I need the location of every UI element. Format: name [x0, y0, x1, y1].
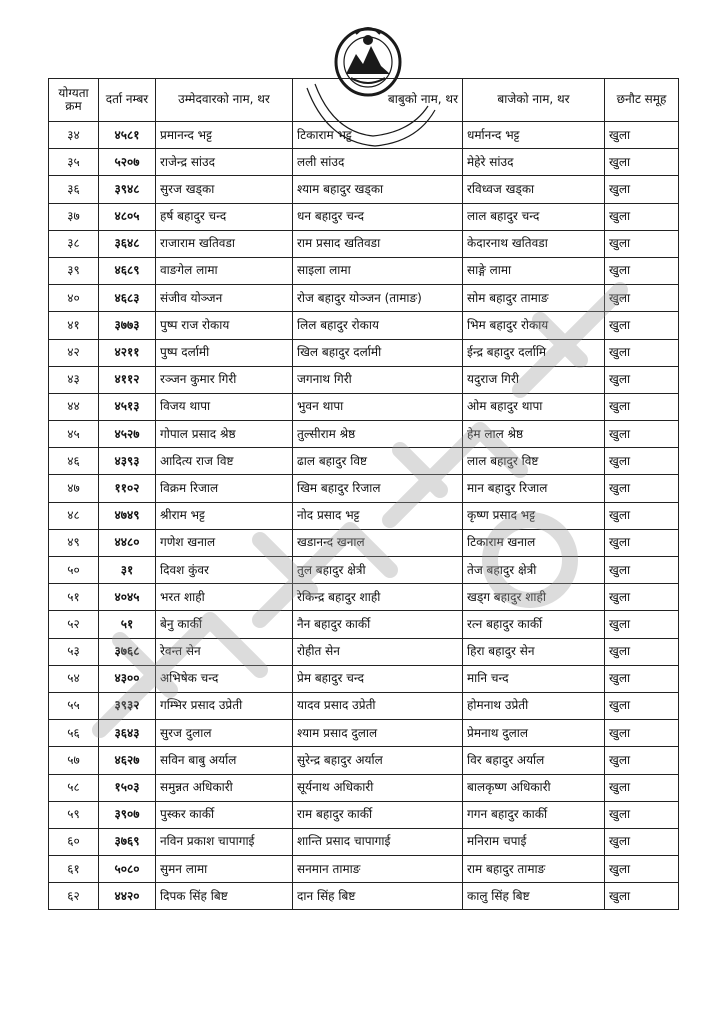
cell-selection-group: खुला [605, 393, 679, 420]
cell-rank: ६१ [49, 856, 99, 883]
cell-rank: ५४ [49, 665, 99, 692]
table-row [49, 502, 679, 529]
cell-rank: ६२ [49, 883, 99, 910]
cell-rank: ४० [49, 285, 99, 312]
table-row [49, 393, 679, 420]
cell-registration-number: ४२११ [99, 339, 156, 366]
cell-grandfather-name: खड्ग बहादुर शाही [463, 584, 605, 611]
cell-father-name: रोज बहादुर योञ्जन (तामाङ) [293, 285, 463, 312]
cell-rank: ४३ [49, 366, 99, 393]
cell-grandfather-name: कालु सिंह बिष्ट [463, 883, 605, 910]
table-row [49, 801, 679, 828]
cell-selection-group: खुला [605, 856, 679, 883]
cell-rank: ५६ [49, 720, 99, 747]
table-row [49, 828, 679, 855]
cell-father-name: सुरेन्द्र बहादुर अर्याल [293, 747, 463, 774]
cell-selection-group: खुला [605, 502, 679, 529]
cell-selection-group: खुला [605, 529, 679, 556]
cell-selection-group: खुला [605, 312, 679, 339]
cell-rank: ५२ [49, 611, 99, 638]
cell-registration-number: ४११२ [99, 366, 156, 393]
cell-candidate-name: श्रीराम भट्ट [156, 502, 293, 529]
cell-grandfather-name: रत्न बहादुर कार्की [463, 611, 605, 638]
cell-registration-number: ४३०० [99, 665, 156, 692]
cell-selection-group: खुला [605, 720, 679, 747]
table-row [49, 285, 679, 312]
cell-father-name: राम प्रसाद खतिवडा [293, 230, 463, 257]
table-row [49, 529, 679, 556]
cell-selection-group: खुला [605, 475, 679, 502]
cell-rank: ४७ [49, 475, 99, 502]
cell-rank: ५८ [49, 774, 99, 801]
cell-selection-group: खुला [605, 339, 679, 366]
cell-selection-group: खुला [605, 557, 679, 584]
cell-rank: ४८ [49, 502, 99, 529]
cell-father-name: सूर्यनाथ अधिकारी [293, 774, 463, 801]
cell-candidate-name: गणेश खनाल [156, 529, 293, 556]
table-row [49, 856, 679, 883]
cell-candidate-name: विक्रम रिजाल [156, 475, 293, 502]
cell-rank: ४१ [49, 312, 99, 339]
cell-selection-group: खुला [605, 611, 679, 638]
cell-candidate-name: समुन्नत अधिकारी [156, 774, 293, 801]
cell-candidate-name: हर्ष बहादुर चन्द [156, 203, 293, 230]
cell-candidate-name: सुरज खड्का [156, 176, 293, 203]
cell-registration-number: ४८०५ [99, 203, 156, 230]
cell-father-name: श्याम बहादुर खड्का [293, 176, 463, 203]
cell-rank: ५० [49, 557, 99, 584]
cell-grandfather-name: मेहेरे सांउद [463, 149, 605, 176]
cell-father-name: दान सिंह बिष्ट [293, 883, 463, 910]
cell-selection-group: खुला [605, 665, 679, 692]
header-grandfather-name: बाजेको नाम, थर [463, 79, 605, 122]
cell-rank: ३७ [49, 203, 99, 230]
cell-selection-group: खुला [605, 285, 679, 312]
cell-selection-group: खुला [605, 692, 679, 719]
cell-grandfather-name: बालकृष्ण अधिकारी [463, 774, 605, 801]
cell-grandfather-name: टिकाराम खनाल [463, 529, 605, 556]
cell-candidate-name: दिपक सिंह बिष्ट [156, 883, 293, 910]
table-row [49, 230, 679, 257]
cell-candidate-name: आदित्य राज विष्ट [156, 448, 293, 475]
header-selection-group: छनौट समूह [605, 79, 679, 122]
cell-registration-number: ३७६८ [99, 638, 156, 665]
cell-grandfather-name: कृष्ण प्रसाद भट्ट [463, 502, 605, 529]
cell-candidate-name: गम्भिर प्रसाद उप्रेती [156, 692, 293, 719]
cell-grandfather-name: रविध्वज खड्का [463, 176, 605, 203]
cell-registration-number: ५०८० [99, 856, 156, 883]
cell-father-name: रेकिन्द्र बहादुर शाही [293, 584, 463, 611]
cell-father-name: शान्ति प्रसाद चापागाई [293, 828, 463, 855]
cell-registration-number: ५१ [99, 611, 156, 638]
cell-selection-group: खुला [605, 638, 679, 665]
cell-registration-number: ४५८१ [99, 122, 156, 149]
cell-registration-number: ३९०७ [99, 801, 156, 828]
cell-candidate-name: पुस्कर कार्की [156, 801, 293, 828]
cell-grandfather-name: गगन बहादुर कार्की [463, 801, 605, 828]
cell-registration-number: ३७६९ [99, 828, 156, 855]
cell-father-name: भुवन थापा [293, 393, 463, 420]
cell-rank: ३५ [49, 149, 99, 176]
table-row [49, 149, 679, 176]
cell-father-name: प्रेम बहादुर चन्द [293, 665, 463, 692]
cell-rank: ४६ [49, 448, 99, 475]
table-row [49, 257, 679, 284]
cell-father-name: नैन बहादुर कार्की [293, 611, 463, 638]
cell-grandfather-name: राम बहादुर तामाङ [463, 856, 605, 883]
cell-candidate-name: राजाराम खतिवडा [156, 230, 293, 257]
cell-registration-number: ३१ [99, 557, 156, 584]
table-row [49, 638, 679, 665]
cell-registration-number: ४७४९ [99, 502, 156, 529]
cell-candidate-name: विजय थापा [156, 393, 293, 420]
cell-father-name: रोहीत सेन [293, 638, 463, 665]
cell-grandfather-name: हेम लाल श्रेष्ठ [463, 421, 605, 448]
cell-father-name: श्याम प्रसाद दुलाल [293, 720, 463, 747]
table-row [49, 692, 679, 719]
cell-father-name: साइला लामा [293, 257, 463, 284]
cell-grandfather-name: सोम बहादुर तामाङ [463, 285, 605, 312]
cell-grandfather-name: साङ्गे लामा [463, 257, 605, 284]
table-row [49, 122, 679, 149]
table-row [49, 557, 679, 584]
cell-grandfather-name: लाल बहादुर चन्द [463, 203, 605, 230]
cell-registration-number: ३६४३ [99, 720, 156, 747]
cell-grandfather-name: प्रेमनाथ दुलाल [463, 720, 605, 747]
cell-grandfather-name: लाल बहादुर विष्ट [463, 448, 605, 475]
table-row [49, 720, 679, 747]
cell-registration-number: १५०३ [99, 774, 156, 801]
table-row [49, 339, 679, 366]
table-row [49, 611, 679, 638]
cell-grandfather-name: धर्मानन्द भट्ट [463, 122, 605, 149]
cell-selection-group: खुला [605, 149, 679, 176]
cell-registration-number: ४६८९ [99, 257, 156, 284]
cell-candidate-name: गोपाल प्रसाद श्रेष्ठ [156, 421, 293, 448]
cell-rank: ५३ [49, 638, 99, 665]
table-row [49, 475, 679, 502]
cell-grandfather-name: ईन्द्र बहादुर दर्लामि [463, 339, 605, 366]
cell-rank: ४४ [49, 393, 99, 420]
cell-candidate-name: सविन बाबु अर्याल [156, 747, 293, 774]
cell-grandfather-name: केदारनाथ खतिवडा [463, 230, 605, 257]
cell-father-name: नोद प्रसाद भट्ट [293, 502, 463, 529]
header-candidate-name: उम्मेदवारको नाम, थर [156, 79, 293, 122]
table-row [49, 883, 679, 910]
cell-registration-number: ४४८० [99, 529, 156, 556]
cell-grandfather-name: मानि चन्द [463, 665, 605, 692]
cell-registration-number: ४०४५ [99, 584, 156, 611]
header-row [49, 79, 679, 122]
cell-registration-number: ५२०७ [99, 149, 156, 176]
candidate-table [48, 78, 679, 910]
cell-rank: ४२ [49, 339, 99, 366]
cell-registration-number: ४५२७ [99, 421, 156, 448]
cell-father-name: जगनाथ गिरी [293, 366, 463, 393]
cell-selection-group: खुला [605, 366, 679, 393]
table-row [49, 584, 679, 611]
table-header [49, 79, 679, 122]
cell-grandfather-name: होमनाथ उप्रेती [463, 692, 605, 719]
cell-candidate-name: बेनु कार्की [156, 611, 293, 638]
cell-rank: ३८ [49, 230, 99, 257]
cell-rank: ३६ [49, 176, 99, 203]
cell-grandfather-name: विर बहादुर अर्याल [463, 747, 605, 774]
table-row [49, 421, 679, 448]
cell-father-name: खिल बहादुर दर्लामी [293, 339, 463, 366]
cell-selection-group: खुला [605, 747, 679, 774]
cell-registration-number: ४६२७ [99, 747, 156, 774]
header-registration-number: दर्ता नम्बर [99, 79, 156, 122]
cell-registration-number: ३७७३ [99, 312, 156, 339]
cell-candidate-name: संजीव योञ्जन [156, 285, 293, 312]
cell-father-name: खडानन्द खनाल [293, 529, 463, 556]
cell-selection-group: खुला [605, 421, 679, 448]
cell-selection-group: खुला [605, 883, 679, 910]
cell-selection-group: खुला [605, 774, 679, 801]
table-row [49, 665, 679, 692]
cell-father-name: ढाल बहादुर विष्ट [293, 448, 463, 475]
cell-candidate-name: अभिषेक चन्द [156, 665, 293, 692]
cell-father-name: सनमान तामाङ [293, 856, 463, 883]
cell-grandfather-name: मनिराम चपाई [463, 828, 605, 855]
cell-father-name: तुल्सीराम श्रेष्ठ [293, 421, 463, 448]
cell-father-name: तुल बहादुर क्षेत्री [293, 557, 463, 584]
cell-candidate-name: वाङगेल लामा [156, 257, 293, 284]
cell-father-name: लली सांउद [293, 149, 463, 176]
cell-selection-group: खुला [605, 176, 679, 203]
cell-selection-group: खुला [605, 203, 679, 230]
cell-selection-group: खुला [605, 584, 679, 611]
cell-selection-group: खुला [605, 801, 679, 828]
cell-rank: ५५ [49, 692, 99, 719]
cell-selection-group: खुला [605, 230, 679, 257]
cell-candidate-name: दिवश कुंवर [156, 557, 293, 584]
cell-grandfather-name: मान बहादुर रिजाल [463, 475, 605, 502]
table-body [49, 122, 679, 910]
cell-rank: ६० [49, 828, 99, 855]
cell-rank: ४५ [49, 421, 99, 448]
cell-registration-number: ३९४८ [99, 176, 156, 203]
cell-candidate-name: नविन प्रकाश चापागाई [156, 828, 293, 855]
cell-candidate-name: सुरज दुलाल [156, 720, 293, 747]
cell-selection-group: खुला [605, 257, 679, 284]
cell-candidate-name: राजेन्द्र सांउद [156, 149, 293, 176]
cell-father-name: लिल बहादुर रोकाय [293, 312, 463, 339]
table-row [49, 448, 679, 475]
cell-grandfather-name: तेज बहादुर क्षेत्री [463, 557, 605, 584]
table-row [49, 176, 679, 203]
cell-father-name: धन बहादुर चन्द [293, 203, 463, 230]
cell-rank: ३९ [49, 257, 99, 284]
cell-candidate-name: सुमन लामा [156, 856, 293, 883]
cell-candidate-name: भरत शाही [156, 584, 293, 611]
cell-registration-number: ११०२ [99, 475, 156, 502]
cell-rank: ५९ [49, 801, 99, 828]
cell-registration-number: ३६४८ [99, 230, 156, 257]
table-row [49, 747, 679, 774]
cell-father-name: राम बहादुर कार्की [293, 801, 463, 828]
cell-registration-number: ४४२० [99, 883, 156, 910]
cell-selection-group: खुला [605, 828, 679, 855]
cell-registration-number: ४३९३ [99, 448, 156, 475]
header-father-name: बाबुको नाम, थर [293, 79, 463, 122]
cell-rank: ३४ [49, 122, 99, 149]
cell-candidate-name: पुष्प राज रोकाय [156, 312, 293, 339]
table-row [49, 312, 679, 339]
cell-registration-number: ३९३२ [99, 692, 156, 719]
cell-rank: ५१ [49, 584, 99, 611]
cell-candidate-name: रञ्जन कुमार गिरी [156, 366, 293, 393]
cell-grandfather-name: यदुराज गिरी [463, 366, 605, 393]
cell-candidate-name: रेवन्त सेन [156, 638, 293, 665]
cell-selection-group: खुला [605, 448, 679, 475]
table-row [49, 774, 679, 801]
cell-grandfather-name: ओम बहादुर थापा [463, 393, 605, 420]
cell-grandfather-name: भिम बहादुर रोकाय [463, 312, 605, 339]
cell-father-name: यादव प्रसाद उप्रेती [293, 692, 463, 719]
table-row [49, 366, 679, 393]
header-rank: योग्यता क्रम [49, 79, 99, 122]
cell-candidate-name: पुष्प दर्लामी [156, 339, 293, 366]
cell-rank: ५७ [49, 747, 99, 774]
cell-grandfather-name: हिरा बहादुर सेन [463, 638, 605, 665]
cell-registration-number: ४५१३ [99, 393, 156, 420]
cell-registration-number: ४६८३ [99, 285, 156, 312]
table-row [49, 203, 679, 230]
cell-father-name: टिकाराम भट्ट [293, 122, 463, 149]
cell-rank: ४९ [49, 529, 99, 556]
cell-selection-group: खुला [605, 122, 679, 149]
cell-father-name: खिम बहादुर रिजाल [293, 475, 463, 502]
cell-candidate-name: प्रमानन्द भट्ट [156, 122, 293, 149]
